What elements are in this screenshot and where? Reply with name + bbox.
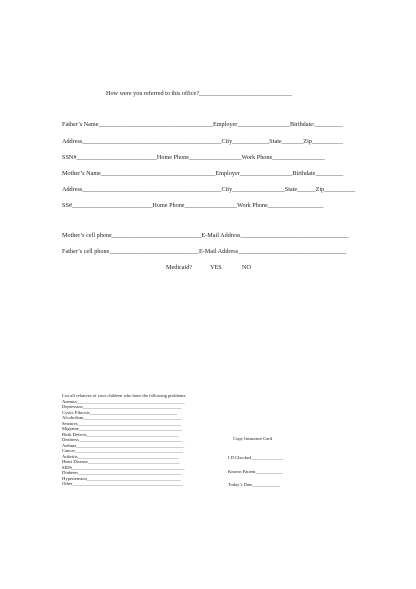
mother-cell-row[interactable]: Mother’s cell phone_____________________________E-Mail Address___________________________________ xyxy=(62,232,349,239)
condition-row[interactable]: Diabetes_____________________________________________ xyxy=(62,470,182,475)
known-patient-field[interactable]: Known Patient____________ xyxy=(228,469,283,474)
father-name-row[interactable]: Father’s Name_____________________________________Employer_________________Birthdate:_________ xyxy=(62,121,343,128)
condition-row[interactable]: Depression___________________________________________ xyxy=(62,404,182,409)
medicaid-no[interactable]: NO xyxy=(242,264,251,271)
id-checked-field[interactable]: I D Checked______________ xyxy=(228,455,284,460)
condition-row[interactable]: Asthma_______________________________________________ xyxy=(62,442,185,448)
condition-row[interactable]: Other________________________________________________ xyxy=(62,481,183,486)
condition-row[interactable]: SIDS_________________________________________________ xyxy=(62,464,185,470)
father-ssn-row[interactable]: SSN#__________________________Home Phone_________________Work Phone_________________ xyxy=(62,154,325,161)
condition-row[interactable]: Migraine_____________________________________________ xyxy=(62,426,183,431)
condition-row[interactable]: Heart Disease________________________________________ xyxy=(62,459,180,464)
condition-row[interactable]: Alcoholism___________________________________________ xyxy=(62,415,183,420)
referral-question[interactable]: How were you referred to this office?______________________________ xyxy=(106,90,292,97)
condition-row[interactable]: Hypertension_________________________________________ xyxy=(62,475,181,481)
condition-row[interactable]: Birth Defects________________________________________ xyxy=(62,431,179,437)
mother-address-row[interactable]: Address_____________________________________________City_________________State______Zip__________ xyxy=(62,186,356,193)
condition-row[interactable]: Seizures_____________________________________________ xyxy=(62,420,181,426)
copy-insurance-card[interactable]: Copy Insurance Card xyxy=(233,436,273,441)
condition-row[interactable]: Cancer_______________________________________________ xyxy=(62,448,183,453)
condition-row[interactable]: Anemia_______________________________________________ xyxy=(62,398,185,404)
todays-date-field[interactable]: Today’s Date____________ xyxy=(228,482,280,487)
relatives-heading: List all relatives of your children who have the following problems: xyxy=(62,393,187,398)
medicaid-yes[interactable]: YES xyxy=(210,264,222,271)
father-cell-row[interactable]: Father’s cell phone_____________________________E-Mail Address___________________________________ xyxy=(62,248,347,255)
mother-ss-row[interactable]: SS#__________________________Home Phone_________________Work Phone__________________ xyxy=(62,202,324,209)
relatives-section xyxy=(62,393,222,487)
condition-row[interactable]: Deafness_____________________________________________ xyxy=(62,437,183,442)
mother-name-row[interactable]: Mother’s Name_____________________________________Employer_________________Birthdate_________ xyxy=(62,170,344,177)
medicaid-label: Medicaid? xyxy=(166,264,193,271)
condition-row[interactable]: Arthritis____________________________________________ xyxy=(62,453,179,459)
condition-row[interactable]: Cystic Fibrosis______________________________________ xyxy=(62,409,177,415)
father-address-row[interactable]: Address_____________________________________________City____________State_______Zip__________ xyxy=(62,138,343,145)
